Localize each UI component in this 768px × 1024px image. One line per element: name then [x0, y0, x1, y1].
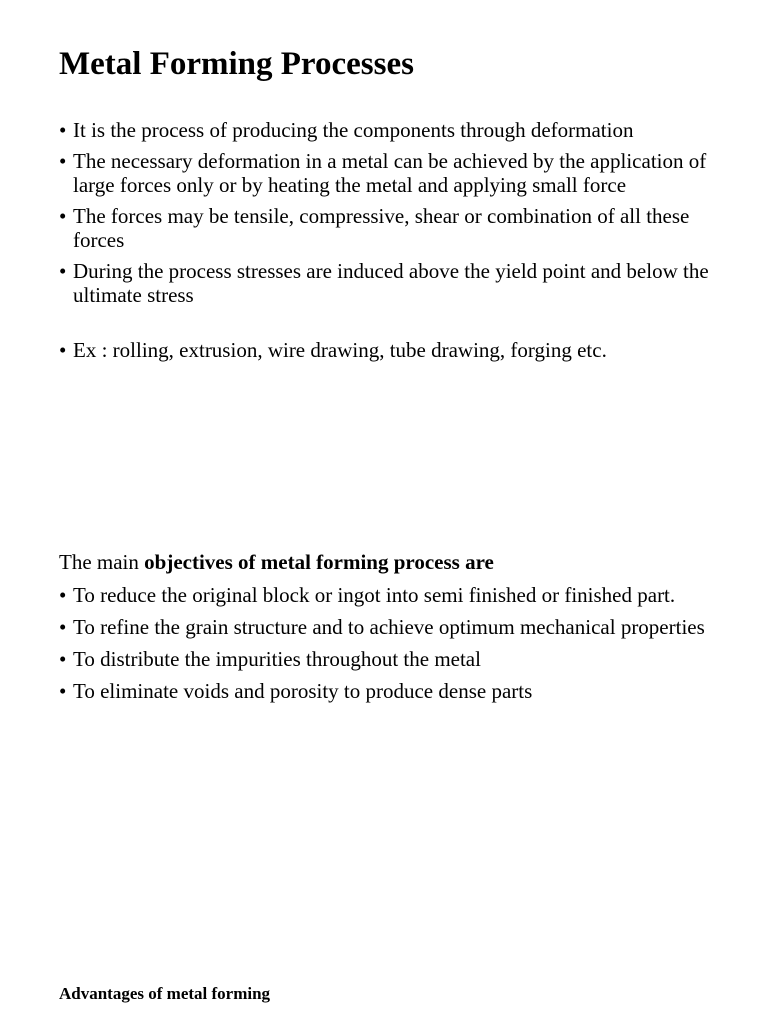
- bullet-icon: •: [59, 204, 67, 228]
- list-item-text: The forces may be tensile, compressive, shear or combination of all these forces: [73, 204, 690, 252]
- bullet-icon: •: [59, 259, 67, 283]
- examples-item: [59, 338, 729, 362]
- list-item: [59, 679, 729, 703]
- objectives-emphasis: objectives of metal forming process are: [144, 550, 494, 574]
- bullet-icon: •: [59, 149, 67, 173]
- advantages-heading: Advantages of metal forming: [59, 984, 271, 1003]
- definition-list: [59, 118, 729, 369]
- list-item: [59, 583, 729, 607]
- bullet-icon: •: [59, 679, 67, 703]
- list-item-text: To eliminate voids and porosity to produce dense parts: [73, 679, 533, 703]
- list-item-text: It is the process of producing the components through deformation: [73, 118, 634, 142]
- list-item-text: To refine the grain structure and to achieve optimum mechanical properties: [73, 615, 705, 639]
- list-item: [59, 259, 729, 307]
- list-item-text: The necessary deformation in a metal can be achieved by the application of large forces only or by heating the metal and applying small force: [73, 149, 707, 197]
- bullet-icon: •: [59, 615, 67, 639]
- objectives-list: [59, 583, 729, 711]
- list-item-text: To distribute the impurities throughout the metal: [73, 647, 481, 671]
- bullet-icon: •: [59, 647, 67, 671]
- list-item-text: Ex : rolling, extrusion, wire drawing, tube drawing, forging etc.: [73, 338, 607, 362]
- list-item: [59, 149, 729, 197]
- list-item: [59, 647, 729, 671]
- bullet-icon: •: [59, 583, 67, 607]
- list-item: [59, 118, 729, 142]
- bullet-icon: •: [59, 338, 67, 362]
- objectives-heading: [59, 550, 494, 574]
- bullet-icon: •: [59, 118, 67, 142]
- list-item: [59, 204, 729, 252]
- list-item-text: During the process stresses are induced above the yield point and below the ultimate stress: [73, 259, 709, 307]
- objectives-lead: The main: [59, 550, 145, 574]
- list-item: [59, 615, 729, 639]
- list-item-text: To reduce the original block or ingot into semi finished or finished part.: [73, 583, 676, 607]
- page-title: Metal Forming Processes: [59, 46, 414, 82]
